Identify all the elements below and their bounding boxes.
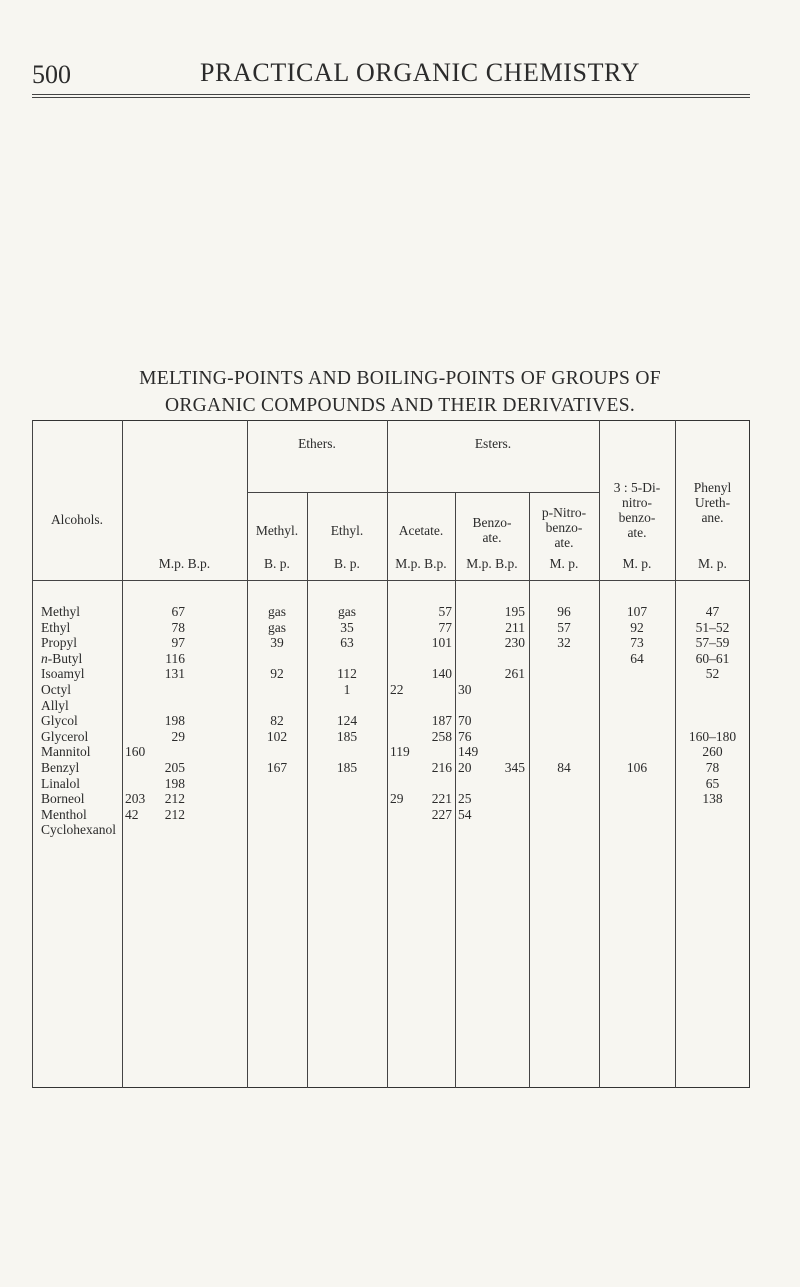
cell-dinitro: 107	[626, 604, 648, 619]
cell-phenyl: 57–59	[695, 635, 730, 651]
subheader-acetate: M.p. B.p.	[395, 556, 447, 571]
header-phenyl-line: ane.	[701, 510, 724, 525]
cell-nitro: 57	[557, 619, 571, 635]
cell-bp: 97	[171, 635, 185, 651]
header-phenyl-urethane	[675, 480, 750, 525]
header-nitro-line: benzo-	[545, 520, 583, 535]
header-dinitro-line: benzo-	[618, 510, 656, 525]
cell-acetate-bp: 258	[431, 728, 452, 744]
cell-dinitro: 64	[630, 650, 644, 666]
cell-ethyl: 185	[336, 760, 358, 775]
table-top-rule	[32, 420, 750, 421]
header-ethyl: Ethyl.	[330, 523, 364, 538]
cell-methyl: gas	[268, 604, 286, 619]
cell-ethyl: 112	[337, 666, 357, 682]
header-rule-double	[32, 97, 750, 98]
subheader-phenyl: M. p.	[698, 556, 727, 571]
cell-acetate-bp: 57	[438, 604, 452, 619]
alcohol-name: Glycerol	[41, 728, 89, 744]
cell-ethyl: 63	[340, 635, 354, 651]
subheader-nitro: M. p.	[549, 556, 579, 571]
cell-phenyl: 47	[705, 604, 720, 619]
cell-benzoate-mp: 70	[458, 713, 472, 729]
cell-mp: 42	[125, 806, 139, 822]
cell-methyl: gas	[268, 619, 286, 635]
cell-phenyl: 60–61	[695, 650, 730, 666]
table-title	[0, 365, 800, 419]
table-bottom-rule	[32, 1087, 750, 1088]
alcohol-name: Mannitol	[41, 744, 91, 760]
cell-mp: 160	[125, 744, 146, 760]
alcohol-name: Menthol	[41, 806, 87, 822]
cell-dinitro: 106	[626, 760, 648, 775]
cell-benzoate-mp: 30	[458, 682, 472, 697]
cell-acetate-bp: 227	[431, 806, 452, 822]
header-dinitro-line: nitro-	[622, 495, 652, 510]
cell-benzoate-mp: 25	[458, 791, 472, 807]
header-ethers: Ethers.	[298, 436, 336, 451]
table-title-line-1: MELTING-POINTS AND BOILING-POINTS OF GROUPS OF	[139, 368, 661, 389]
cell-acetate-bp: 216	[431, 760, 452, 775]
cell-methyl: 167	[266, 760, 288, 775]
alcohol-name: Isoamyl	[41, 666, 85, 682]
cell-acetate-mp: 29	[390, 791, 404, 807]
cell-ethyl: 1	[343, 682, 351, 697]
cell-bp: 29	[171, 728, 185, 744]
cell-ethyl: gas	[338, 604, 356, 619]
header-dinitro-line: 3 : 5-Di-	[613, 480, 661, 495]
column-divider	[387, 420, 388, 1088]
cell-methyl: 102	[266, 728, 288, 744]
cell-nitro: 32	[557, 635, 571, 651]
page-number: 500	[32, 60, 71, 89]
column-divider	[529, 492, 530, 1088]
cell-phenyl: 51–52	[695, 619, 730, 635]
running-head: PRACTICAL ORGANIC CHEMISTRY	[200, 58, 640, 87]
cell-phenyl: 260	[702, 744, 723, 760]
cell-benzoate-bp: 195	[504, 604, 525, 619]
cell-dinitro: 73	[630, 635, 644, 651]
header-esters: Esters.	[474, 436, 512, 451]
alcohol-name: Linalol	[41, 775, 80, 791]
cell-phenyl: 160–180	[688, 728, 737, 744]
header-acetate: Acetate.	[398, 523, 444, 538]
cell-methyl: 39	[270, 635, 284, 651]
cell-phenyl: 138	[702, 791, 723, 807]
cell-benzoate-bp: 261	[504, 666, 525, 682]
cell-benzoate-mp: 76	[458, 728, 472, 744]
cell-bp: 78	[171, 619, 185, 635]
alcohol-name: Allyl	[41, 697, 69, 713]
cell-bp: 198	[164, 775, 185, 791]
data-table	[32, 420, 750, 1088]
cell-methyl: 92	[270, 666, 284, 682]
cell-benzoate-mp: 54	[458, 806, 472, 822]
header-bottom-rule	[32, 580, 750, 581]
header-phenyl-line: Ureth-	[694, 495, 731, 510]
cell-ethyl: 185	[336, 728, 358, 744]
column-divider	[307, 492, 308, 1088]
cell-acetate-bp: 187	[431, 713, 452, 729]
subheader-benzoate: M.p. B.p.	[466, 556, 518, 571]
column-divider	[455, 492, 456, 1088]
alcohol-name: Octyl	[41, 682, 71, 697]
cell-nitro: 84	[557, 760, 571, 775]
cell-bp: 67	[171, 604, 185, 619]
cell-bp: 212	[164, 806, 185, 822]
alcohol-name: Benzyl	[41, 760, 80, 775]
header-methyl: Methyl.	[255, 523, 299, 538]
cell-nitro: 96	[557, 604, 571, 619]
cell-methyl: 82	[270, 713, 284, 729]
cell-benzoate-bp: 211	[505, 619, 525, 635]
header-dinitro-line: ate.	[627, 525, 647, 540]
cell-acetate-mp: 22	[390, 682, 404, 697]
header-mp-bp: M.p. B.p.	[158, 556, 211, 571]
cell-bp: 212	[164, 791, 185, 807]
ethers-group-rule	[247, 492, 387, 493]
cell-acetate-bp: 221	[431, 791, 452, 807]
table-title-line-2: ORGANIC COMPOUNDS AND THEIR DERIVATIVES.	[164, 395, 636, 416]
alcohol-name: Propyl	[41, 635, 78, 651]
header-rule	[32, 94, 750, 95]
header-alcohols: Alcohols.	[50, 512, 104, 527]
cell-dinitro: 92	[630, 619, 644, 635]
cell-phenyl: 52	[705, 666, 720, 682]
alcohol-name: Borneol	[41, 791, 85, 807]
header-phenyl-line: Phenyl	[693, 480, 732, 495]
header-p-nitrobenzoate	[529, 505, 599, 550]
alcohol-name: Glycol	[41, 713, 78, 729]
cell-phenyl: 78	[705, 760, 720, 775]
column-divider	[122, 420, 123, 1088]
cell-acetate-bp: 77	[438, 619, 452, 635]
alcohol-name: Methyl	[41, 604, 80, 619]
cell-bp: 198	[164, 713, 185, 729]
alcohol-name: Cyclohexanol	[41, 822, 116, 838]
cell-bp: 116	[165, 650, 185, 666]
alcohol-name: Ethyl	[41, 619, 71, 635]
subheader-ethyl: B. p.	[334, 556, 360, 571]
cell-benzoate-bp: 345	[504, 760, 525, 775]
cell-benzoate-mp: 149	[458, 744, 479, 760]
cell-acetate-mp: 119	[390, 744, 410, 760]
cell-bp: 131	[164, 666, 185, 682]
esters-group-rule	[387, 492, 599, 493]
header-nitro-line: ate.	[554, 535, 574, 550]
header-benzoate-line: ate.	[482, 530, 502, 545]
cell-ethyl: 35	[340, 619, 354, 635]
cell-acetate-bp: 101	[431, 635, 452, 651]
subheader-dinitro: M. p.	[622, 556, 652, 571]
subheader-methyl: B. p.	[264, 556, 290, 571]
cell-benzoate-bp: 230	[504, 635, 525, 651]
header-dinitrobenzoate	[599, 480, 675, 540]
header-benzoate	[455, 515, 529, 545]
column-divider	[247, 420, 248, 1088]
cell-phenyl: 65	[705, 775, 720, 791]
cell-benzoate-mp: 20	[458, 760, 472, 775]
header-nitro-line: p-Nitro-	[541, 505, 587, 520]
cell-acetate-bp: 140	[431, 666, 452, 682]
cell-bp: 205	[164, 760, 185, 775]
alcohol-name: n-Butyl	[41, 650, 83, 666]
cell-mp: 203	[125, 791, 146, 807]
header-benzoate-line: Benzo-	[472, 515, 512, 530]
cell-ethyl: 124	[336, 713, 358, 729]
